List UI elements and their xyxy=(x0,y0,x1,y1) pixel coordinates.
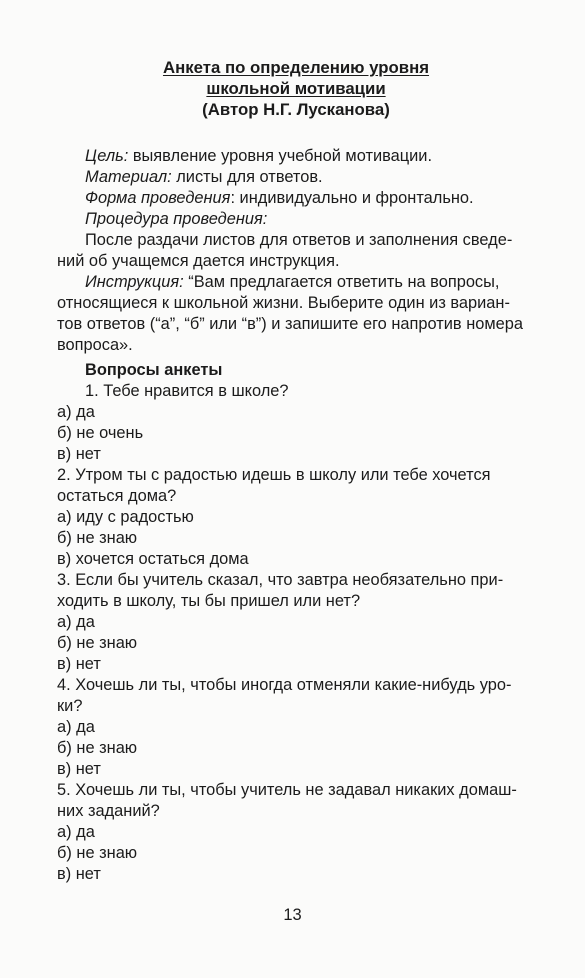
question-text: 1. Тебе нравится в школе? xyxy=(85,382,289,400)
question-block xyxy=(57,465,535,570)
instruction-line-2: относящиеся к школьной жизни. Выберите один из вариан- xyxy=(57,294,510,312)
question-text-continued: ходить в школу, ты бы пришел или нет? xyxy=(57,592,361,610)
question-block xyxy=(57,675,535,780)
answer-option: в) нет xyxy=(57,865,101,883)
answer-option: а) да xyxy=(57,718,95,736)
answer-option: в) нет xyxy=(57,655,101,673)
answer-option: а) да xyxy=(57,613,95,631)
answer-option: в) нет xyxy=(57,760,101,778)
goal-line xyxy=(57,146,535,167)
answer-option: а) да xyxy=(57,403,95,421)
answer-option: в) хочется остаться дома xyxy=(57,550,249,568)
question-text: 4. Хочешь ли ты, чтобы иногда отменяли какие-нибудь уро- xyxy=(57,676,512,694)
answer-option: б) не знаю xyxy=(57,634,138,652)
questions-heading-text: Вопросы анкеты xyxy=(85,361,223,379)
page-number: 13 xyxy=(283,906,302,924)
procedure-label: Процедура проведения: xyxy=(85,210,268,228)
procedure-label-line xyxy=(57,209,535,230)
question-text-continued: ки? xyxy=(57,697,83,715)
question-text-continued: остаться дома? xyxy=(57,487,177,505)
answer-option: б) не очень xyxy=(57,424,144,442)
instruction-line-1 xyxy=(57,272,535,293)
instruction-line-4: вопроса». xyxy=(57,336,133,354)
question-block xyxy=(57,381,535,465)
title-line-2: школьной мотивации xyxy=(206,79,386,98)
title-author: (Автор Н.Г. Лусканова) xyxy=(202,100,390,119)
instruction-text-1: “Вам предлагается ответить на вопросы, xyxy=(183,273,500,291)
answer-option: б) не знаю xyxy=(57,844,138,862)
answer-option: в) нет xyxy=(57,445,101,463)
instruction-label: Инструкция: xyxy=(85,273,184,291)
material-line xyxy=(57,167,535,188)
title-line-1: Анкета по определению уровня xyxy=(162,58,430,77)
form-line xyxy=(57,188,535,209)
material-label: Материал: xyxy=(85,168,172,186)
question-text: 5. Хочешь ли ты, чтобы учитель не задавал никаких домаш- xyxy=(57,781,517,799)
meta-section xyxy=(57,146,535,356)
form-label: Форма проведения xyxy=(85,189,231,207)
answer-option: а) иду с радостью xyxy=(57,508,194,526)
questions-heading xyxy=(57,360,535,381)
question-text: 3. Если бы учитель сказал, что завтра необязательно при- xyxy=(57,571,504,589)
question-block xyxy=(57,570,535,675)
answer-option: б) не знаю xyxy=(57,739,138,757)
instruction-line-3: тов ответов (“а”, “б” или “в”) и запишите его напротив номера xyxy=(57,315,523,333)
answer-option: а) да xyxy=(57,823,95,841)
goal-label: Цель: xyxy=(85,147,129,165)
procedure-line-2: ний об учащемся дается инструкция. xyxy=(57,252,340,270)
page-content xyxy=(57,57,535,885)
goal-text: выявление уровня учебной мотивации. xyxy=(128,147,433,165)
form-text: : индивидуально и фронтально. xyxy=(230,189,474,207)
document-title xyxy=(57,57,535,120)
question-block xyxy=(57,780,535,885)
question-text: 2. Утром ты с радостью идешь в школу или тебе хочется xyxy=(57,466,491,484)
material-text: листы для ответов. xyxy=(171,168,323,186)
answer-option: б) не знаю xyxy=(57,529,138,547)
questions-list xyxy=(57,381,535,885)
question-text-continued: них заданий? xyxy=(57,802,160,820)
procedure-line-1: После раздачи листов для ответов и заполнения сведе- xyxy=(85,231,513,249)
